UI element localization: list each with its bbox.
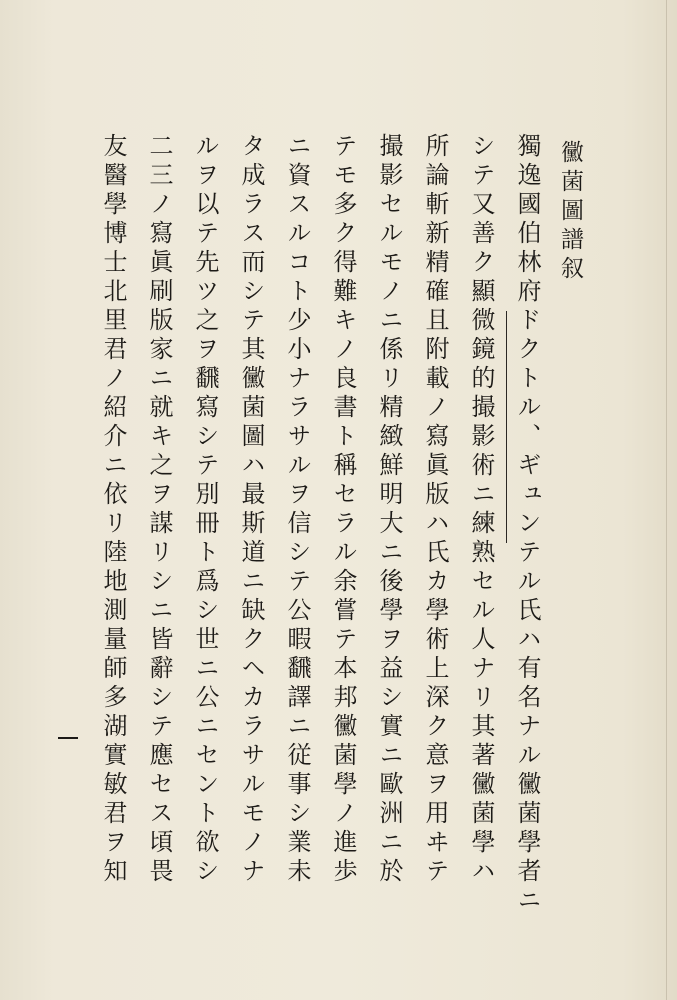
text-column-9: 二三ノ寫眞刷版家ニ就キ之ヲ謀リシニ皆辭シテ應セス頃畏 [145,133,173,887]
page-number-mark [58,737,78,739]
page-edge-line [666,0,667,1000]
text-column-4: 撮影セルモノニ係リ精緻鮮明大ニ後學ヲ益シ實ニ歐洲ニ於 [375,133,403,887]
text-column-3: 所論斬新精確且附載ノ寫眞版ハ氏カ學術上深ク意ヲ用ヰテ [421,133,449,887]
text-column-2: シテ又善ク顯微鏡的撮影術ニ練熟セル人ナリ其著黴菌學ハ [467,133,495,887]
document-title: 黴菌圖譜叙 [557,140,583,285]
text-column-8: ルヲ以テ先ツ之ヲ飜寫シテ別冊ト爲シ世ニ公ニセント欲シ [191,133,219,887]
text-column-7: タ成ラス而シテ其黴菌圖ハ最斯道ニ缺クヘカラサルモノナ [237,133,265,887]
text-column-10: 友醫學博士北里君ノ紹介ニ依リ陸地測量師多湖實敏君ヲ知 [99,133,127,887]
text-column-1: 獨逸國伯林府ドクトル、ギュンテル氏ハ有名ナル黴菌學者ニ [513,133,541,916]
text-column-6: ニ資スルコト少小ナラサルヲ信シテ公暇飜譯ニ従事シ業未 [283,133,311,887]
proper-name-sideline [506,311,507,543]
text-column-5: テモ多ク得難キノ良書ト稱セラル余嘗テ本邦黴菌學ノ進歩 [329,133,357,887]
